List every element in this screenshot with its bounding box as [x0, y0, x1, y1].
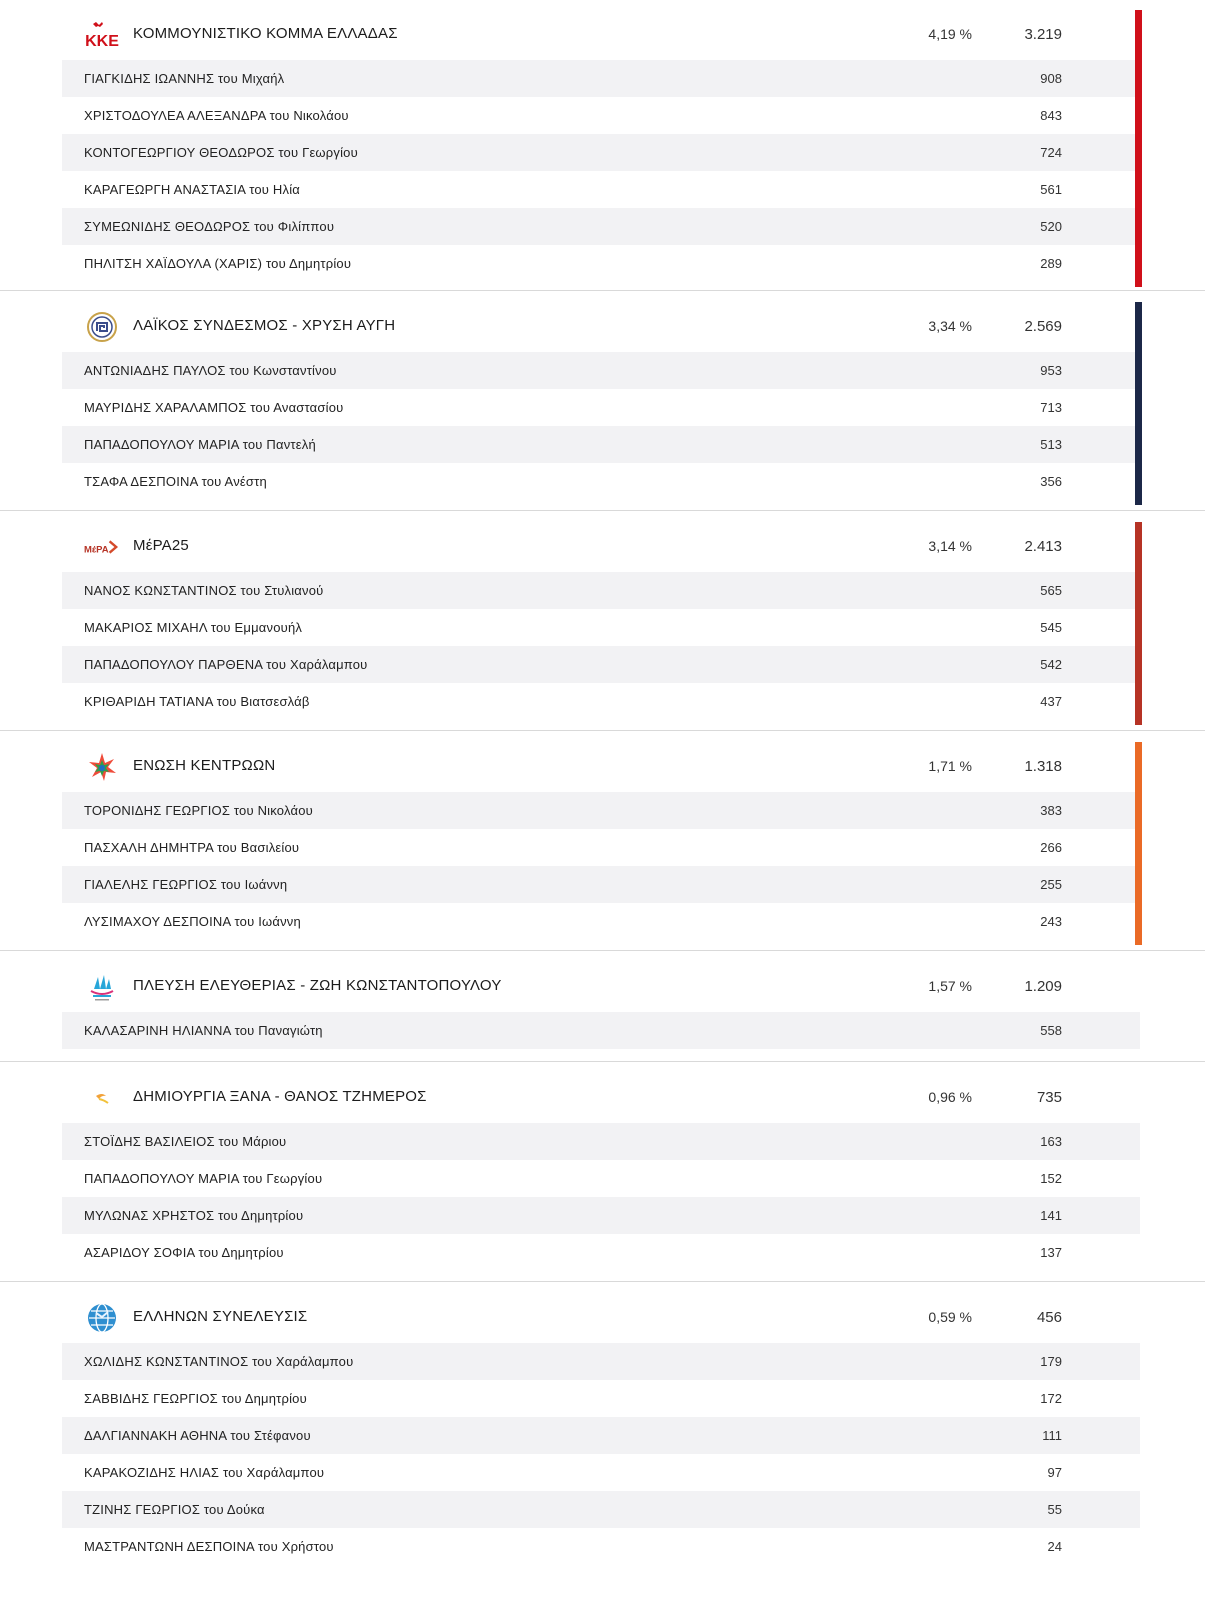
candidate-row — [62, 1160, 1140, 1197]
candidate-row — [62, 171, 1140, 208]
swoosh-logo — [84, 1082, 120, 1114]
party-votes: 735 — [1036, 1089, 1062, 1106]
candidate-name: ΔΑΛΓΙΑΝΝΑΚΗ ΑΘΗΝΑ του Στέφανου — [84, 1428, 311, 1443]
party-header[interactable] — [62, 302, 1140, 352]
party-header[interactable] — [62, 962, 1140, 1012]
candidate-votes: 542 — [1040, 657, 1062, 672]
candidate-row — [62, 463, 1140, 500]
party-votes: 2.413 — [1024, 538, 1062, 555]
candidate-votes: 152 — [1040, 1171, 1062, 1186]
candidate-name: ΠΑΠΑΔΟΠΟΥΛΟΥ ΠΑΡΘΕΝΑ του Χαράλαμπου — [84, 657, 368, 672]
party-header[interactable] — [62, 1073, 1140, 1123]
candidate-name: ΠΑΠΑΔΟΠΟΥΛΟΥ ΜΑΡΙΑ του Παντελή — [84, 437, 316, 452]
candidate-name: ΣΥΜΕΩΝΙΔΗΣ ΘΕΟΔΩΡΟΣ του Φιλίππου — [84, 219, 335, 234]
candidate-name: ΣΤΟΪΔΗΣ ΒΑΣΙΛΕΙΟΣ του Μάριου — [84, 1134, 287, 1149]
candidate-name: ΓΙΑΛΕΛΗΣ ΓΕΩΡΓΙΟΣ του Ιωάννη — [84, 877, 288, 892]
candidate-row — [62, 683, 1140, 720]
candidate-name: ΧΡΙΣΤΟΔΟΥΛΕΑ ΑΛΕΞΑΝΔΡΑ του Νικολάου — [84, 108, 349, 123]
candidate-votes: 179 — [1040, 1354, 1062, 1369]
candidate-name: ΤΖΙΝΗΣ ΓΕΩΡΓΙΟΣ του Δούκα — [84, 1502, 265, 1517]
candidate-row — [62, 646, 1140, 683]
party-header[interactable] — [62, 522, 1140, 572]
candidate-name: ΣΑΒΒΙΔΗΣ ΓΕΩΡΓΙΟΣ του Δημητρίου — [84, 1391, 307, 1406]
candidate-name: ΜΑΥΡΙΔΗΣ ΧΑΡΑΛΑΜΠΟΣ του Αναστασίου — [84, 400, 344, 415]
star-logo — [84, 751, 120, 783]
party-separator — [0, 290, 1205, 291]
meander-emblem-logo — [84, 311, 120, 343]
party-color-bar — [1135, 10, 1142, 287]
candidate-votes: 172 — [1040, 1391, 1062, 1406]
party-separator — [0, 1061, 1205, 1062]
party-header[interactable] — [62, 10, 1140, 60]
party-percent: 0,59 % — [928, 1309, 972, 1325]
party-header[interactable] — [62, 1293, 1140, 1343]
candidate-name: ΤΟΡΟΝΙΔΗΣ ΓΕΩΡΓΙΟΣ του Νικολάου — [84, 803, 313, 818]
candidate-name: ΑΝΤΩΝΙΑΔΗΣ ΠΑΥΛΟΣ του Κωνσταντίνου — [84, 363, 337, 378]
candidate-votes: 289 — [1040, 256, 1062, 271]
candidate-votes: 520 — [1040, 219, 1062, 234]
candidate-name: ΛΥΣΙΜΑΧΟΥ ΔΕΣΠΟΙΝΑ του Ιωάννη — [84, 914, 301, 929]
candidate-votes: 97 — [1047, 1465, 1062, 1480]
candidate-row — [62, 60, 1140, 97]
party-name: ΚΟΜΜΟΥΝΙΣΤΙΚΟ ΚΟΜΜΑ ΕΛΛΑΔΑΣ — [133, 25, 398, 42]
party-votes: 3.219 — [1024, 26, 1062, 43]
candidate-votes: 137 — [1040, 1245, 1062, 1260]
party-name: ΠΛΕΥΣΗ ΕΛΕΥΘΕΡΙΑΣ - ΖΩΗ ΚΩΝΣΤΑΝΤΟΠΟΥΛΟΥ — [133, 977, 502, 994]
party-separator — [0, 1281, 1205, 1282]
party-name: ΕΛΛΗΝΩΝ ΣΥΝΕΛΕΥΣΙΣ — [133, 1308, 308, 1325]
candidate-votes: 141 — [1040, 1208, 1062, 1223]
candidate-row — [62, 1123, 1140, 1160]
candidate-votes: 713 — [1040, 400, 1062, 415]
candidate-name: ΑΣΑΡΙΔΟΥ ΣΟΦΙΑ του Δημητρίου — [84, 1245, 284, 1260]
candidate-votes: 383 — [1040, 803, 1062, 818]
party-percent: 1,57 % — [928, 978, 972, 994]
candidate-row — [62, 1491, 1140, 1528]
candidate-votes: 565 — [1040, 583, 1062, 598]
party-percent: 3,34 % — [928, 318, 972, 334]
candidate-row — [62, 829, 1140, 866]
candidate-votes: 266 — [1040, 840, 1062, 855]
party-color-bar — [1135, 522, 1142, 725]
candidate-row — [62, 245, 1140, 282]
candidate-row — [62, 866, 1140, 903]
candidate-votes: 111 — [1042, 1428, 1062, 1443]
candidate-votes: 843 — [1040, 108, 1062, 123]
candidate-name: ΓΙΑΓΚΙΔΗΣ ΙΩΑΝΝΗΣ του Μιχαήλ — [84, 71, 285, 86]
candidate-row — [62, 134, 1140, 171]
candidate-votes: 55 — [1047, 1502, 1062, 1517]
candidate-name: ΠΑΣΧΑΛΗ ΔΗΜΗΤΡΑ του Βασιλείου — [84, 840, 300, 855]
party-color-bar — [1135, 302, 1142, 505]
candidate-name: ΤΣΑΦΑ ΔΕΣΠΟΙΝΑ του Ανέστη — [84, 474, 267, 489]
candidate-votes: 908 — [1040, 71, 1062, 86]
candidate-name: ΚΡΙΘΑΡΙΔΗ ΤΑΤΙΑΝΑ του Βιατσεσλάβ — [84, 694, 310, 709]
candidate-row — [62, 609, 1140, 646]
candidate-row — [62, 1197, 1140, 1234]
candidate-row — [62, 1528, 1140, 1565]
party-percent: 3,14 % — [928, 538, 972, 554]
party-color-bar — [1135, 742, 1142, 945]
candidate-votes: 24 — [1047, 1539, 1062, 1554]
candidate-name: ΠΗΛΙΤΣΗ ΧΑΪΔΟΥΛΑ (ΧΑΡΙΣ) του Δημητρίου — [84, 256, 352, 271]
candidate-row — [62, 352, 1140, 389]
candidate-votes: 163 — [1040, 1134, 1062, 1149]
candidate-name: ΚΑΡΑΓΕΩΡΓΗ ΑΝΑΣΤΑΣΙΑ του Ηλία — [84, 182, 301, 197]
party-votes: 1.318 — [1024, 758, 1062, 775]
candidate-votes: 953 — [1040, 363, 1062, 378]
globe-logo — [84, 1302, 120, 1334]
party-votes: 2.569 — [1024, 318, 1062, 335]
party-name: ΕΝΩΣΗ ΚΕΝΤΡΩΩΝ — [133, 757, 276, 774]
candidate-row — [62, 208, 1140, 245]
candidate-row — [62, 1454, 1140, 1491]
candidate-votes: 558 — [1040, 1023, 1062, 1038]
party-name: ΜέΡΑ25 — [133, 537, 189, 554]
candidate-name: ΧΩΛΙΔΗΣ ΚΩΝΣΤΑΝΤΙΝΟΣ του Χαράλαμπου — [84, 1354, 354, 1369]
party-header[interactable] — [62, 742, 1140, 792]
candidate-votes: 255 — [1040, 877, 1062, 892]
candidate-votes: 724 — [1040, 145, 1062, 160]
candidate-votes: 437 — [1040, 694, 1062, 709]
party-separator — [0, 950, 1205, 951]
candidate-votes: 513 — [1040, 437, 1062, 452]
candidate-row — [62, 389, 1140, 426]
svg-text:ΜέΡΑ: ΜέΡΑ — [84, 544, 109, 556]
candidate-row — [62, 572, 1140, 609]
candidate-row — [62, 1234, 1140, 1271]
party-name: ΛΑΪΚΟΣ ΣΥΝΔΕΣΜΟΣ - ΧΡΥΣΗ ΑΥΓΗ — [133, 317, 396, 334]
candidate-name: ΜΥΛΩΝΑΣ ΧΡΗΣΤΟΣ του Δημητρίου — [84, 1208, 304, 1223]
candidate-name: ΚΑΛΑΣΑΡΙΝΗ ΗΛΙΑΝΝΑ του Παναγιώτη — [84, 1023, 323, 1038]
party-votes: 456 — [1036, 1309, 1062, 1326]
mera25-logo — [84, 531, 120, 563]
kke-logo — [84, 19, 120, 51]
candidate-row — [62, 426, 1140, 463]
svg-text:ΚΚΕ: ΚΚΕ — [85, 33, 119, 50]
candidate-name: ΠΑΠΑΔΟΠΟΥΛΟΥ ΜΑΡΙΑ του Γεωργίου — [84, 1171, 323, 1186]
candidate-row — [62, 792, 1140, 829]
party-separator — [0, 730, 1205, 731]
party-percent: 4,19 % — [928, 26, 972, 42]
sailboat-logo — [84, 971, 120, 1003]
candidate-votes: 243 — [1040, 914, 1062, 929]
candidate-votes: 356 — [1040, 474, 1062, 489]
candidate-row — [62, 97, 1140, 134]
party-percent: 1,71 % — [928, 758, 972, 774]
candidate-name: ΜΑΚΑΡΙΟΣ ΜΙΧΑΗΛ του Εμμανουήλ — [84, 620, 303, 635]
party-name: ΔΗΜΙΟΥΡΓΙΑ ΞΑΝΑ - ΘΑΝΟΣ ΤΖΗΜΕΡΟΣ — [133, 1088, 427, 1105]
party-votes: 1.209 — [1024, 978, 1062, 995]
candidate-row — [62, 903, 1140, 940]
candidate-votes: 561 — [1040, 182, 1062, 197]
candidate-name: ΚΟΝΤΟΓΕΩΡΓΙΟΥ ΘΕΟΔΩΡΟΣ του Γεωργίου — [84, 145, 358, 160]
candidate-row — [62, 1417, 1140, 1454]
party-percent: 0,96 % — [928, 1089, 972, 1105]
candidate-row — [62, 1012, 1140, 1049]
candidate-name: ΝΑΝΟΣ ΚΩΝΣΤΑΝΤΙΝΟΣ του Στυλιανού — [84, 583, 324, 598]
candidate-name: ΚΑΡΑΚΟΖΙΔΗΣ ΗΛΙΑΣ του Χαράλαμπου — [84, 1465, 325, 1480]
candidate-row — [62, 1380, 1140, 1417]
party-separator — [0, 510, 1205, 511]
candidate-row — [62, 1343, 1140, 1380]
candidate-name: ΜΑΣΤΡΑΝΤΩΝΗ ΔΕΣΠΟΙΝΑ του Χρήστου — [84, 1539, 334, 1554]
candidate-votes: 545 — [1040, 620, 1062, 635]
